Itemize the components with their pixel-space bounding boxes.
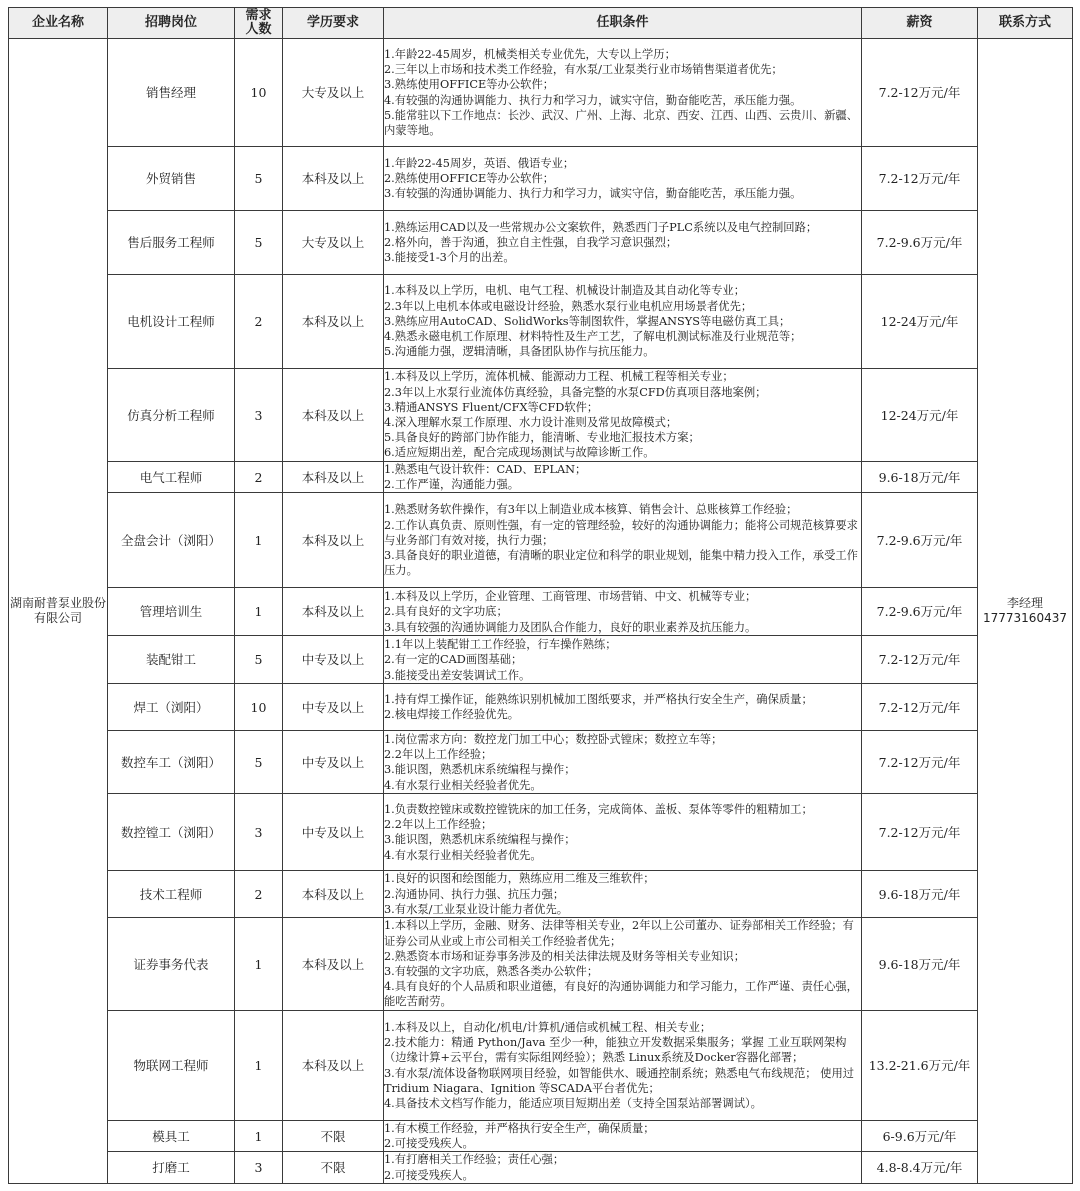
- table-row: [9, 1121, 1073, 1152]
- requirements-cell: 1.岗位需求方向：数控龙门加工中心；数控卧式镗床；数控立车等； 2.2年以上工作经验； 3.能识图，熟悉机床系统编程与操作； 4.有水泵行业相关经验者优先。: [384, 731, 862, 794]
- requirements-cell: 1.有打磨相关工作经验；责任心强； 2.可接受残疾人。: [384, 1152, 862, 1183]
- position-cell: 外贸销售: [108, 147, 235, 211]
- requirements-cell: 1.有木模工作经验，并严格执行安全生产，确保质量； 2.可接受残疾人。: [384, 1121, 862, 1152]
- requirements-cell: 1.良好的识图和绘图能力，熟练应用二维及三维软件； 2.沟通协同、执行力强、抗压力强； 3.有水泵/工业泵业设计能力者优先。: [384, 871, 862, 918]
- salary-cell: 7.2-9.6万元/年: [862, 588, 978, 636]
- headcount-cell: 1: [235, 1011, 283, 1121]
- salary-cell: 7.2-12万元/年: [862, 731, 978, 794]
- salary-cell: 12-24万元/年: [862, 369, 978, 462]
- table-row: [9, 588, 1073, 636]
- position-cell: 仿真分析工程师: [108, 369, 235, 462]
- header-contact: 联系方式: [978, 8, 1073, 39]
- table-row: [9, 462, 1073, 493]
- salary-cell: 7.2-12万元/年: [862, 147, 978, 211]
- salary-cell: 6-9.6万元/年: [862, 1121, 978, 1152]
- education-cell: 本科及以上: [283, 493, 384, 588]
- headcount-cell: 5: [235, 636, 283, 684]
- table-row: [9, 39, 1073, 147]
- salary-cell: 7.2-12万元/年: [862, 636, 978, 684]
- requirements-cell: 1.负责数控镗床或数控镗铣床的加工任务，完成筒体、盖板、泵体等零件的粗精加工； 2.2年以上工作经验； 3.能识图，熟悉机床系统编程与操作； 4.有水泵行业相关经验者优先。: [384, 794, 862, 871]
- salary-cell: 12-24万元/年: [862, 275, 978, 369]
- header-requirements: 任职条件: [384, 8, 862, 39]
- table-row: [9, 275, 1073, 369]
- header-count: 需求 人数: [235, 8, 283, 39]
- position-cell: 打磨工: [108, 1152, 235, 1183]
- table-row: [9, 1011, 1073, 1121]
- table-row: [9, 918, 1073, 1011]
- table-row: [9, 1152, 1073, 1183]
- salary-cell: 7.2-9.6万元/年: [862, 211, 978, 275]
- table-row: [9, 211, 1073, 275]
- position-cell: 管理培训生: [108, 588, 235, 636]
- position-cell: 数控镗工（浏阳）: [108, 794, 235, 871]
- header-company: 企业名称: [9, 8, 108, 39]
- education-cell: 本科及以上: [283, 1011, 384, 1121]
- salary-cell: 9.6-18万元/年: [862, 918, 978, 1011]
- education-cell: 本科及以上: [283, 369, 384, 462]
- education-cell: 本科及以上: [283, 147, 384, 211]
- headcount-cell: 5: [235, 731, 283, 794]
- position-cell: 销售经理: [108, 39, 235, 147]
- recruitment-table: [8, 7, 1073, 1184]
- position-cell: 模具工: [108, 1121, 235, 1152]
- education-cell: 本科及以上: [283, 871, 384, 918]
- contact-info: 李经理 17773160437: [978, 39, 1073, 1184]
- requirements-cell: 1.熟悉电气设计软件：CAD、EPLAN； 2.工作严谨，沟通能力强。: [384, 462, 862, 493]
- requirements-cell: 1.年龄22-45周岁，机械类相关专业优先，大专以上学历； 2.三年以上市场和技术类工作经验，有水泵/工业泵类行业市场销售渠道者优先； 3.熟练使用OFFICE等办公软件； 4.有较强的沟通协调能力、执行力和学习力，诚实守信，勤奋能吃苦，承压能力强。 5.能常驻以下工作地点：长沙、武汉、广州、上海、北京、西安、江西、山西、云贵川、新疆、内蒙等地。: [384, 39, 862, 147]
- requirements-cell: 1.本科以上学历，金融、财务、法律等相关专业，2年以上公司董办、证券部相关工作经验；有证券公司从业或上市公司相关工作经验者优先； 2.熟悉资本市场和证券事务涉及的相关法律法规及财务等相关专业知识； 3.有较强的文字功底，熟悉各类办公软件； 4.具有良好的个人品质和职业道德，有良好的沟通协调能力和学习能力，工作严谨、责任心强，能吃苦耐劳。: [384, 918, 862, 1011]
- salary-cell: 9.6-18万元/年: [862, 871, 978, 918]
- requirements-cell: 1.本科及以上学历，流体机械、能源动力工程、机械工程等相关专业； 2.3年以上水泵行业流体仿真经验，具备完整的水泵CFD仿真项目落地案例； 3.精通ANSYS Fluent/CFX等CFD软件； 4.深入理解水泵工作原理、水力设计准则及常见故障模式； 5.具备良好的跨部门协作能力，能清晰、专业地汇报技术方案； 6.适应短期出差，配合完成现场测试与故障诊断工作。: [384, 369, 862, 462]
- education-cell: 本科及以上: [283, 275, 384, 369]
- requirements-cell: 1.持有焊工操作证，能熟练识别机械加工图纸要求，并严格执行安全生产，确保质量； 2.核电焊接工作经验优先。: [384, 684, 862, 731]
- education-cell: 大专及以上: [283, 39, 384, 147]
- header-education: 学历要求: [283, 8, 384, 39]
- education-cell: 不限: [283, 1121, 384, 1152]
- position-cell: 电机设计工程师: [108, 275, 235, 369]
- headcount-cell: 2: [235, 275, 283, 369]
- headcount-cell: 1: [235, 918, 283, 1011]
- table-row: [9, 493, 1073, 588]
- headcount-cell: 1: [235, 588, 283, 636]
- position-cell: 全盘会计（浏阳）: [108, 493, 235, 588]
- position-cell: 物联网工程师: [108, 1011, 235, 1121]
- salary-cell: 7.2-9.6万元/年: [862, 493, 978, 588]
- education-cell: 中专及以上: [283, 731, 384, 794]
- table-row: [9, 147, 1073, 211]
- position-cell: 售后服务工程师: [108, 211, 235, 275]
- salary-cell: 7.2-12万元/年: [862, 39, 978, 147]
- table-body: [9, 39, 1073, 1184]
- position-cell: 电气工程师: [108, 462, 235, 493]
- position-cell: 证券事务代表: [108, 918, 235, 1011]
- education-cell: 中专及以上: [283, 684, 384, 731]
- table-row: [9, 794, 1073, 871]
- education-cell: 中专及以上: [283, 636, 384, 684]
- requirements-cell: 1.本科及以上学历，电机、电气工程、机械设计制造及其自动化等专业； 2.3年以上电机本体或电磁设计经验，熟悉水泵行业电机应用场景者优先； 3.熟练应用AutoCAD、SolidWorks等制图软件，掌握ANSYS等电磁仿真工具； 4.熟悉永磁电机工作原理、材料特性及生产工艺，了解电机测试标准及行业规范等； 5.沟通能力强，逻辑清晰，具备团队协作与抗压能力。: [384, 275, 862, 369]
- headcount-cell: 1: [235, 493, 283, 588]
- education-cell: 中专及以上: [283, 794, 384, 871]
- position-cell: 数控车工（浏阳）: [108, 731, 235, 794]
- requirements-cell: 1.本科及以上，自动化/机电/计算机/通信或机械工程、相关专业； 2.技术能力：精通 Python/Java 至少一种，能独立开发数据采集服务；掌握 工业互联网架构（边缘计算+云平台，需有实际组网经验）；熟悉 Linux系统及Docker容器化部署； 3.有水泵/流体设备物联网项目经验，如智能供水、暖通控制系统；熟悉电气布线规范； 使用过 Tridium Niagara、Ignition 等SCADA平台者优先； 4.具备技术文档写作能力，能适应项目短期出差（支持全国泵站部署调试）。: [384, 1011, 862, 1121]
- headcount-cell: 3: [235, 794, 283, 871]
- headcount-cell: 5: [235, 211, 283, 275]
- salary-cell: 9.6-18万元/年: [862, 462, 978, 493]
- position-cell: 焊工（浏阳）: [108, 684, 235, 731]
- headcount-cell: 10: [235, 39, 283, 147]
- requirements-cell: 1.熟悉财务软件操作，有3年以上制造业成本核算、销售会计、总账核算工作经验； 2.工作认真负责、原则性强，有一定的管理经验，较好的沟通协调能力；能将公司规范核算要求与业务部门有效对接，执行力强； 3.具备良好的职业道德，有清晰的职业定位和科学的职业规划，能集中精力投入工作，承受工作压力。: [384, 493, 862, 588]
- salary-cell: 4.8-8.4万元/年: [862, 1152, 978, 1183]
- table-row: [9, 369, 1073, 462]
- headcount-cell: 3: [235, 369, 283, 462]
- salary-cell: 7.2-12万元/年: [862, 684, 978, 731]
- education-cell: 大专及以上: [283, 211, 384, 275]
- header-salary: 薪资: [862, 8, 978, 39]
- requirements-cell: 1.年龄22-45周岁，英语、俄语专业； 2.熟练使用OFFICE等办公软件； 3.有较强的沟通协调能力、执行力和学习力，诚实守信，勤奋能吃苦，承压能力强。: [384, 147, 862, 211]
- position-cell: 装配钳工: [108, 636, 235, 684]
- requirements-cell: 1.熟练运用CAD以及一些常规办公文案软件，熟悉西门子PLC系统以及电气控制回路； 2.格外向，善于沟通，独立自主性强，自我学习意识强烈； 3.能接受1-3个月的出差。: [384, 211, 862, 275]
- header-row: [9, 8, 1073, 39]
- education-cell: 本科及以上: [283, 588, 384, 636]
- education-cell: 不限: [283, 1152, 384, 1183]
- headcount-cell: 5: [235, 147, 283, 211]
- table-row: [9, 684, 1073, 731]
- headcount-cell: 3: [235, 1152, 283, 1183]
- table-row: [9, 731, 1073, 794]
- requirements-cell: 1.本科及以上学历，企业管理、工商管理、市场营销、中文、机械等专业； 2.具有良好的文字功底； 3.具有较强的沟通协调能力及团队合作能力，良好的职业素养及抗压能力。: [384, 588, 862, 636]
- requirements-cell: 1.1年以上装配钳工工作经验，行车操作熟练； 2.有一定的CAD画图基础； 3.能接受出差安装调试工作。: [384, 636, 862, 684]
- table-row: [9, 871, 1073, 918]
- salary-cell: 7.2-12万元/年: [862, 794, 978, 871]
- headcount-cell: 2: [235, 871, 283, 918]
- headcount-cell: 1: [235, 1121, 283, 1152]
- headcount-cell: 10: [235, 684, 283, 731]
- position-cell: 技术工程师: [108, 871, 235, 918]
- header-position: 招聘岗位: [108, 8, 235, 39]
- salary-cell: 13.2-21.6万元/年: [862, 1011, 978, 1121]
- table-row: [9, 636, 1073, 684]
- education-cell: 本科及以上: [283, 462, 384, 493]
- company-name: 湖南耐普泵业股份有限公司: [9, 39, 108, 1184]
- education-cell: 本科及以上: [283, 918, 384, 1011]
- headcount-cell: 2: [235, 462, 283, 493]
